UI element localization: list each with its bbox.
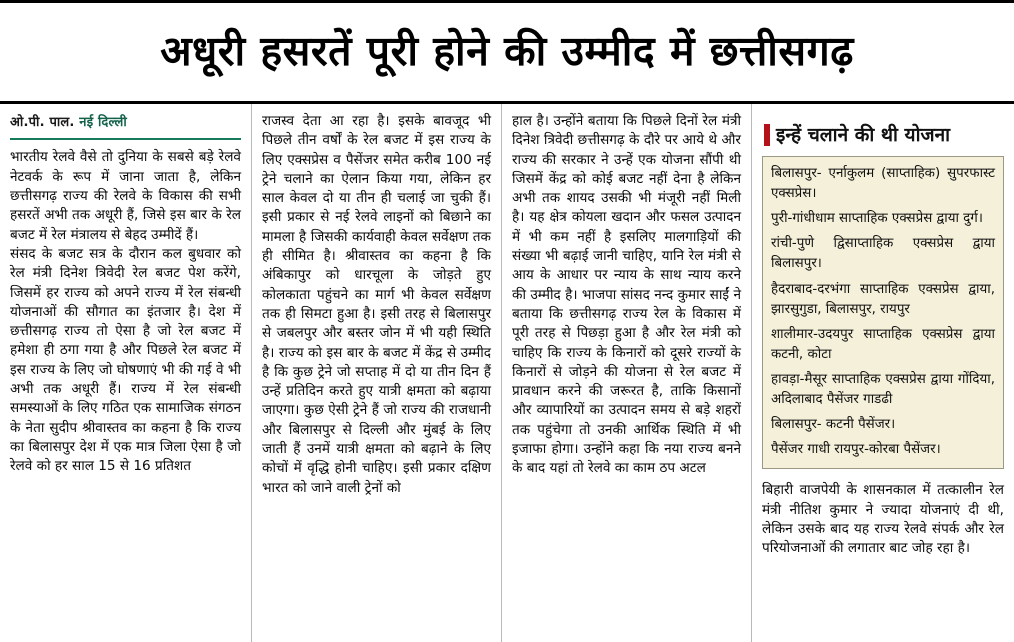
list-item: बिलासपुर- एर्नाकुलम (साप्ताहिक) सुपरफास्ट एक्सप्रेस। xyxy=(771,166,995,202)
paragraph: संसद के बजट सत्र के दौरान कल बुधवार को रेल मंत्री दिनेश त्रिवेदी रेल बजट पेश करेंगे, जिसमें हर राज्य को अपने राज्य में रेल संबन्धी योजनाओं की सौगात का इंतजार है। देश में छत्तीसगढ़ राज्य तो ऐसा है जो रेल बजट में हमेशा ही ठगा गया है और पिछले रेल बजट में इस राज्य के लिए जो घोषणाएं भी की गई वे भी अभी तक अधूरी हैं। राज्य में रेल संबन्धी समस्याओं के लिए गठित एक सामाजिक संगठन के नेता सुदीप श्रीवास्तव का कहना है कि राज्य का बिलासपुर देश में एक मात्र जिला ऐसा है जो रेलवे को हर साल 15 से 16 प्रतिशत xyxy=(10,245,241,475)
byline: ओ.पी. पाल. नई दिल्ली xyxy=(10,115,127,130)
byline-divider xyxy=(10,138,241,140)
paragraph: राजस्व देता आ रहा है। इसके बावजूद भी पिछले तीन वर्षों के रेल बजट में इस राज्य के लिए एक्सप्रेस व पैसेंजर समेत करीब 100 नई ट्रेने चलाने का ऐलान किया गया, लेकिन हर साल केवल दो या तीन ही चलाई जा चुकी हैं। इसी प्रकार से नई रेलवे लाइनों को बिछाने का मामला है जिसकी कार्यवाही केवल सर्वेक्षण तक ही सीमित है। श्रीवास्तव का कहना है कि अंबिकापुर को धारचूला के जोड़ते हुए कोलकाता पहुंचने का मार्ग भी केवल सर्वेक्षण तक ही सिमटा हुआ है। इसी तरह से बिलासपुर से जबलपुर और बस्तर जोन में भी यही स्थिति है। राज्य को इस बार के बजट में केंद्र से उम्मीद है कि कुछ ट्रेने जो सप्ताह में दो या तीन दिन हैं उन्हें प्रतिदिन करते हुए यात्री क्षमता को बढ़ाया जाएगा। कुछ ऐसी ट्रेने हैं जो राज्य की राजधानी और बिलासपुर से दिल्ली और मुंबई के लिए जाती हैं उनमें यात्री क्षमता को बढ़ाने के लिए कोचों में वृद्धि होनी चाहिए। इसी प्रकार दक्षिण भारत को जाने वाली ट्रेनों को xyxy=(262,113,491,496)
list-item: पैसेंजर गाधी रायपुर-कोरबा पैसेंजर। xyxy=(771,442,941,458)
page-title: अधूरी हसरतें पूरी होने की उम्मीद में छत्तीसगढ़ xyxy=(160,27,854,76)
list-item: बिलासपुर- कटनी पैसेंजर। xyxy=(771,417,896,433)
article-body xyxy=(0,104,1014,642)
list-item: हैदराबाद-दरभंगा साप्ताहिक एक्सप्रेस द्वाया, झारसुगुडा, बिलासपुर, रायपुर xyxy=(771,281,995,317)
article-headline-band xyxy=(0,0,1014,104)
list-item: शालीमार-उदयपुर साप्ताहिक एक्सप्रेस द्वाया कटनी, कोटा xyxy=(771,326,995,362)
sidebar-footer-paragraph: बिहारी वाजपेयी के शासनकाल में तत्कालीन रेल मंत्री नीतिश कुमार ने ज्यादा योजनाएं दी थी, लेकिन उसके बाद यह राज्य रेलवे संपर्क और रेल परियोजनाओं की लगातार बाट जोह रहा है। xyxy=(762,482,1004,557)
list-item: रांची-पुणे द्विसाप्ताहिक एक्सप्रेस द्वाया बिलासपुर। xyxy=(771,236,995,272)
sidebar-box xyxy=(762,156,1004,469)
byline-place: नई दिल्ली xyxy=(79,115,127,130)
sidebar-heading xyxy=(764,124,1004,146)
sidebar-heading-label: इन्हें चलाने की थी योजना xyxy=(776,123,951,146)
byline-author: ओ.पी. पाल xyxy=(10,115,70,130)
accent-bar-icon xyxy=(764,124,770,146)
paragraph: भारतीय रेलवे वैसे तो दुनिया के सबसे बड़े रेलवे नेटवर्क के रूप में जाना जाता है, लेकिन छत्तीसगढ़ राज्य की रेलवे के विकास की सभी हसरतें अभी तक अधूरी हैं, जिसे इस बार के रेल बजट में रेल मंत्रालय से बेहद उम्मीदें हैं। xyxy=(10,149,241,243)
paragraph: हाल है। उन्होंने बताया कि पिछले दिनों रेल मंत्री दिनेश त्रिवेदी छत्तीसगढ़ के दौरे पर आये थे और राज्य की सरकार ने उन्हें एक योजना सौंपी थी जिसमें केंद्र को कोई बजट नहीं देना है लेकिन अभी तक शायद उसकी भी मंजूरी नहीं मिली है। यह क्षेत्र कोयला खदान और फसल उत्पादन में भी कम नहीं है इसलिए मालगाड़ियों की संख्या भी बढ़ाई जानी चाहिए, यानि रेल मंत्री से आय के आधार पर न्याय के साथ न्याय करने की उम्मीद है। भाजपा सांसद नन्द कुमार साईं ने बताया कि छत्तीसगढ़ राज्य रेल के विकास में पूरी तरह से पिछड़ा हुआ है और रेल मंत्री को चाहिए कि राज्य के किनारों को दूसरे राज्यों के किनारों से जोड़ने की योजना से रेल बजट में प्रावधान करने की जरूरत है, ताकि किसानों और व्यापारियों का उत्पादन समय से बड़े शहरों तक पहुंचेगा तो उनकी आर्थिक स्थिति में भी इजाफा होगा। उन्होंने कहा कि नया राज्य बनने के बाद यहां तो रेलवे का काम ठप अटल xyxy=(512,113,741,477)
article-column-3 xyxy=(502,104,752,642)
list-item: पुरी-गांधीधाम साप्ताहिक एक्सप्रेस द्वाया दुर्ग। xyxy=(771,211,983,227)
article-column-2 xyxy=(252,104,502,642)
list-item: हावड़ा-मैसूर साप्ताहिक एक्सप्रेस द्वाया गोंदिया, अदिलाबाद पैसेंजर गाडढी xyxy=(771,371,995,408)
article-column-4 xyxy=(752,104,1014,642)
article-column-1 xyxy=(0,104,252,642)
